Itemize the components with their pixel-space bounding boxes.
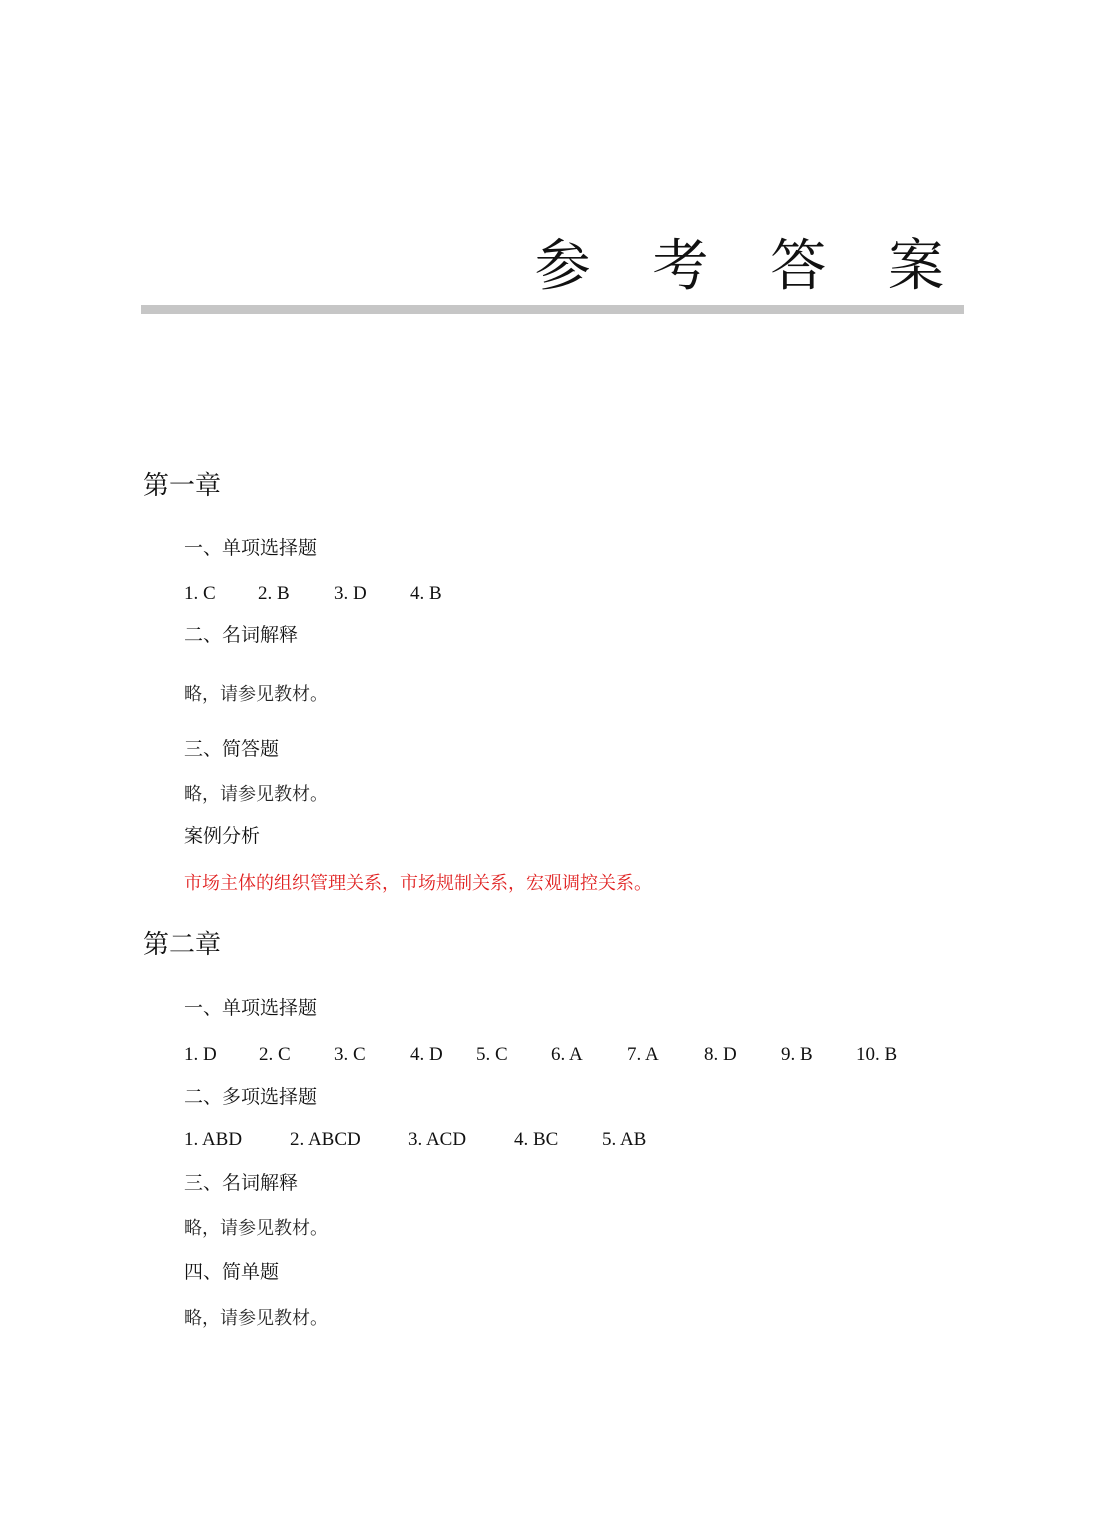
ch1-section-terms-heading: 二、名词解释: [184, 624, 299, 646]
ch1-section-single-choice-heading: 一、单项选择题: [184, 537, 318, 559]
ch1-terms-text: 略，请参见教材。: [184, 684, 328, 705]
answer-item: 2. ABCD: [290, 1129, 361, 1150]
chapter-1-title: 第一章: [143, 471, 222, 501]
title-divider: [141, 305, 964, 314]
ch1-short-answer-text: 略，请参见教材。: [184, 784, 328, 805]
ch1-section-case-analysis-heading: 案例分析: [184, 825, 261, 847]
answer-item: 1. D: [184, 1044, 217, 1065]
answer-item: 5. C: [476, 1044, 508, 1065]
answer-item: 2. B: [258, 583, 290, 604]
answer-item: 5. AB: [602, 1129, 647, 1150]
answer-item: 10. B: [856, 1044, 898, 1065]
answer-item: 2. C: [259, 1044, 291, 1065]
answer-item: 7. A: [627, 1044, 659, 1065]
page-title: 参 考 答 案: [534, 234, 966, 299]
chapter-2-title: 第二章: [143, 930, 222, 960]
answer-item: 3. ACD: [408, 1129, 467, 1150]
ch2-simple-question-text: 略，请参见教材。: [184, 1308, 328, 1329]
answer-item: 1. ABD: [184, 1129, 243, 1150]
answer-item: 1. C: [184, 583, 216, 604]
answer-item: 4. D: [410, 1044, 443, 1065]
answer-item: 6. A: [551, 1044, 583, 1065]
answer-item: 3. C: [334, 1044, 366, 1065]
ch2-section-multiple-choice-heading: 二、多项选择题: [184, 1086, 318, 1108]
answer-item: 8. D: [704, 1044, 737, 1065]
ch1-section-short-answer-heading: 三、简答题: [184, 738, 280, 760]
answer-item: 4. B: [410, 583, 442, 604]
answer-item: 3. D: [334, 583, 367, 604]
ch1-case-analysis-text: 市场主体的组织管理关系，市场规制关系，宏观调控关系。: [184, 873, 652, 894]
ch2-terms-text: 略，请参见教材。: [184, 1218, 328, 1239]
answer-item: 4. BC: [514, 1129, 559, 1150]
ch2-section-single-choice-heading: 一、单项选择题: [184, 997, 318, 1019]
ch2-section-terms-heading: 三、名词解释: [184, 1172, 299, 1194]
ch2-section-simple-question-heading: 四、简单题: [184, 1261, 280, 1283]
answer-item: 9. B: [781, 1044, 813, 1065]
